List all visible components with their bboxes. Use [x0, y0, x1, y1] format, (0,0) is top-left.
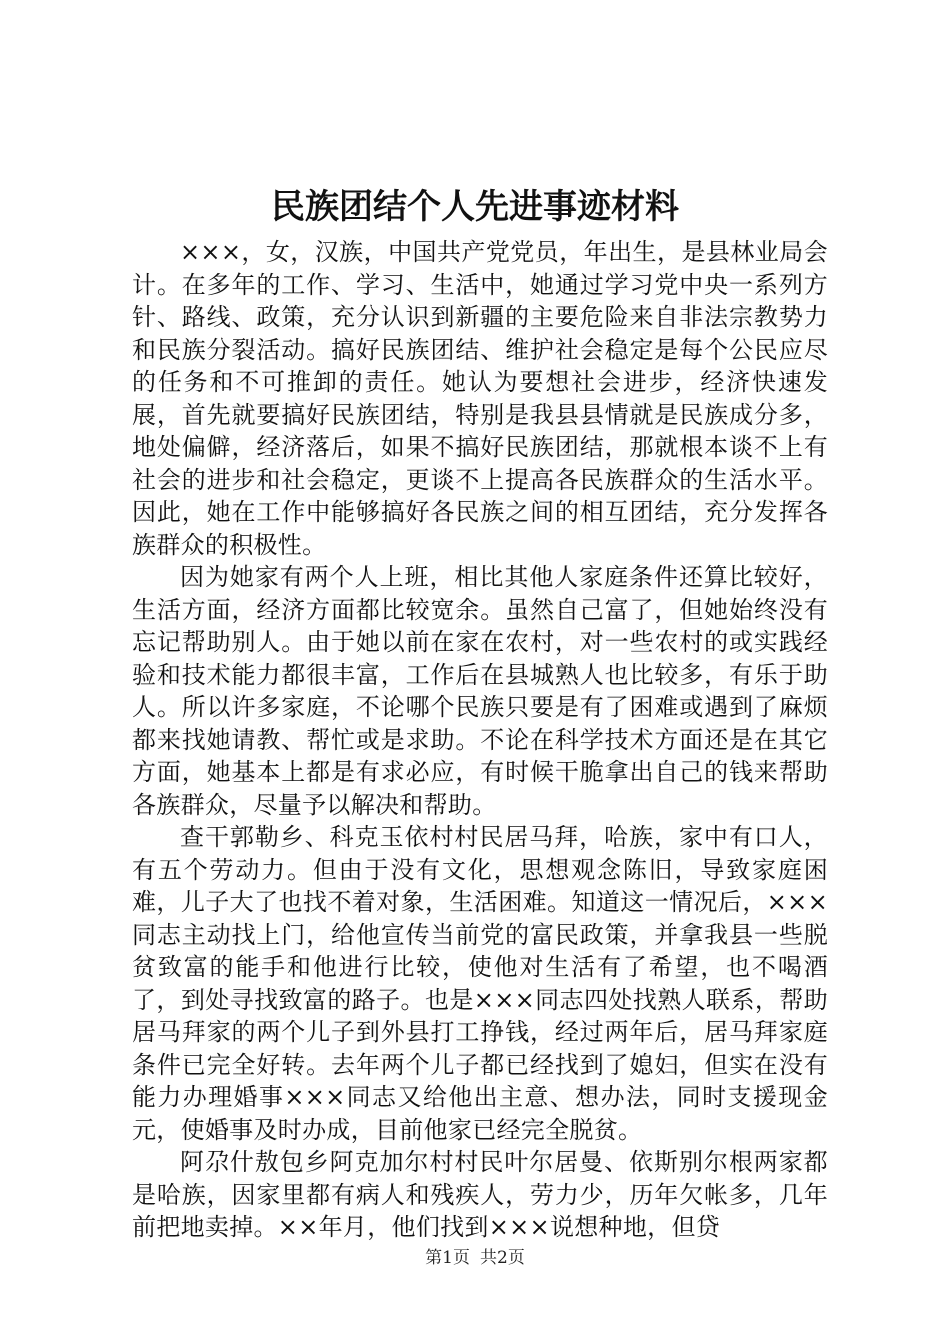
paragraph-4: 阿尕什敖包乡阿克加尔村村民叶尔居曼、依斯别尔根两家都是哈族，因家里都有病人和残疾人，劳力少，历年欠帐多，几年前把地卖掉。××年月，他们找到×××说想种地，但贷: [132, 1148, 828, 1241]
paragraph-2: 因为她家有两个人上班，相比其他人家庭条件还算比较好，生活方面，经济方面都比较宽余。虽然自己富了，但她始终没有忘记帮助别人。由于她以前在家在农村，对一些农村的或实践经验和技术能力都很丰富，工作后在县城熟人也比较多，有乐于助人。所以许多家庭，不论哪个民族只要是有了困难或遇到了麻烦都来找她请教、帮忙或是求助。不论在科学技术方面还是在其它方面，她基本上都是有求必应，有时候干脆拿出自己的钱来帮助各族群众，尽量予以解决和帮助。: [132, 563, 828, 819]
page-footer: [0, 1246, 950, 1270]
document-title: 民族团结个人先进事迹材料: [271, 187, 679, 227]
document-body: [132, 236, 828, 1244]
page-number: 第1页: [425, 1248, 470, 1268]
page-total: 共2页: [480, 1248, 525, 1268]
paragraph-3: 查干郭勒乡、科克玉依村村民居马拜，哈族，家中有口人，有五个劳动力。但由于没有文化，思想观念陈旧，导致家庭困难，儿子大了也找不着对象，生活困难。知道这一情况后，×××同志主动找上门，给他宣传当前党的富民政策，并拿我县一些脱贫致富的能手和他进行比较，使他对生活有了希望，也不喝酒了，到处寻找致富的路子。也是×××同志四处找熟人联系，帮助居马拜家的两个儿子到外县打工挣钱，经过两年后，居马拜家庭条件已完全好转。去年两个儿子都已经找到了媳妇，但实在没有能力办理婚事×××同志又给他出主意、想办法，同时支援现金元，使婚事及时办成，目前他家已经完全脱贫。: [132, 823, 828, 1144]
paragraph-1: ×××，女，汉族，中国共产党党员，年出生，是县林业局会计。在多年的工作、学习、生活中，她通过学习党中央一系列方针、路线、政策，充分认识到新疆的主要危险来自非法宗教势力和民族分裂活动。搞好民族团结、维护社会稳定是每个公民应尽的任务和不可推卸的责任。她认为要想社会进步，经济快速发展，首先就要搞好民族团结，特别是我县县情就是民族成分多，地处偏僻，经济落后，如果不搞好民族团结，那就根本谈不上有社会的进步和社会稳定，更谈不上提高各民族群众的生活水平。因此，她在工作中能够搞好各民族之间的相互团结，充分发挥各族群众的积极性。: [132, 238, 828, 559]
